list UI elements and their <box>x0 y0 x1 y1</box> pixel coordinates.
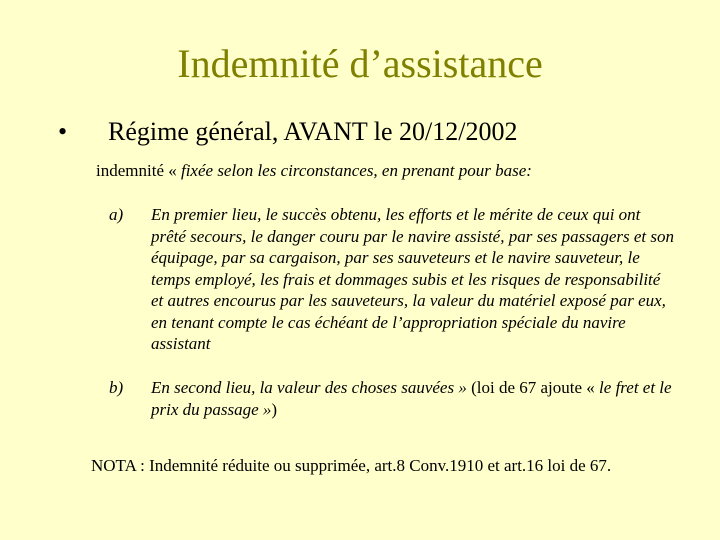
bullet-text: Régime général, AVANT le 20/12/2002 <box>108 117 518 146</box>
item-b-end: ) <box>271 399 278 419</box>
item-a-text: En premier lieu, le succès obtenu, les efforts et le mérite de ceux qui ont prêté secours, le danger couru par le navire assisté, par ses passagers et son équipage, par sa cargaison, par ses sauveteurs et le navire sauveteur, le temps employé, les frais et dommages subis et les risques de responsabilité et autres encourus par les sauveteurs, la valeur du matériel exposé par eux, en tenant compte le cas échéant de l’appropriation spéciale du navire assistant <box>151 205 675 353</box>
intro-prefix: indemnité « <box>96 161 181 180</box>
item-b-italic: En second lieu, la valeur des choses sauvées » <box>151 378 467 397</box>
nota-line: NOTA : Indemnité réduite ou supprimée, art.8 Conv.1910 et art.16 loi de 67. <box>91 456 612 475</box>
bullet-symbol: • <box>58 117 68 146</box>
item-b-italic-2: le fret et le prix du passage » <box>151 378 672 419</box>
intro-line <box>96 161 532 181</box>
item-b-text <box>151 377 676 420</box>
item-a-label: a) <box>109 205 124 224</box>
slide-title: Indemnité d’assistance <box>177 41 543 86</box>
intro-italic: fixée selon les circonstances, en prenant pour base: <box>180 161 532 180</box>
item-b-label: b) <box>109 378 124 397</box>
item-b-plain: (loi de 67 ajoute « <box>466 378 600 397</box>
